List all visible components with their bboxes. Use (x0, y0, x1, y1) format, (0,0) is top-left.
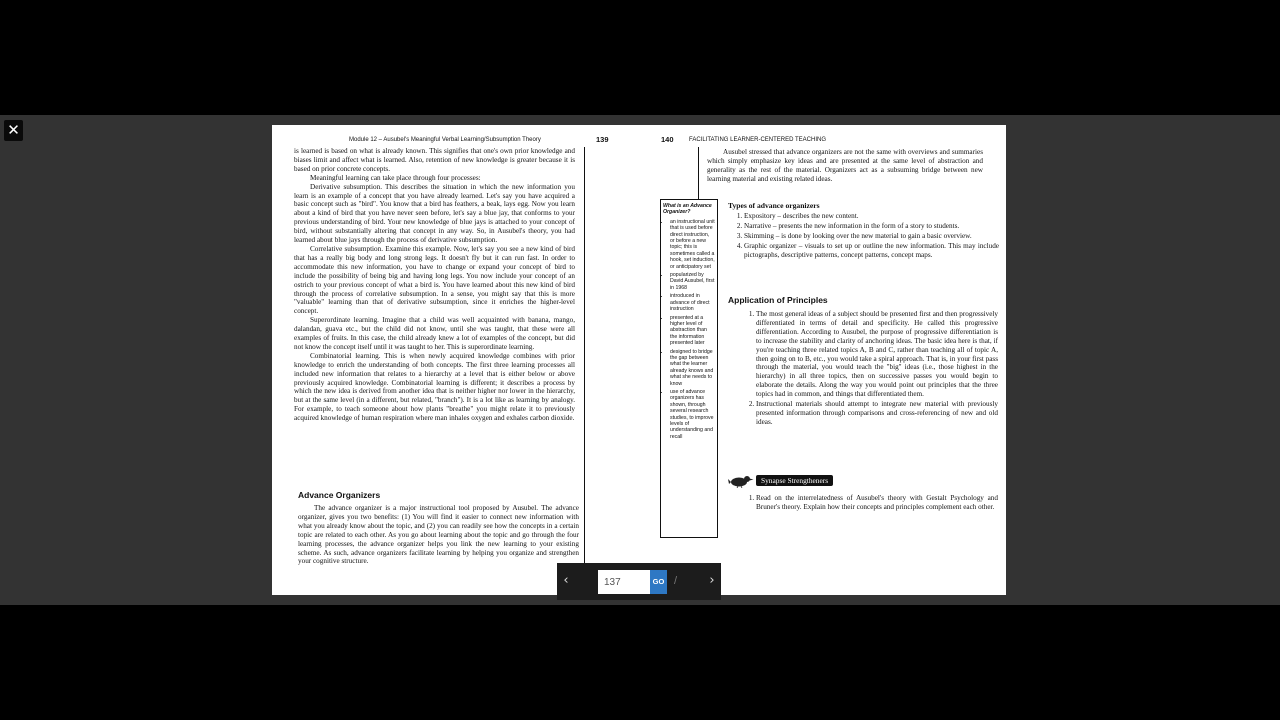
page-nav-toolbar (557, 563, 721, 600)
list-item: • an instructional unit that is used before direct instruction, or before a new topic; this is sometimes called a hook, set induction, or anticipatory set (670, 219, 715, 270)
list-item: • presented at a higher level of abstraction than the information presented later (670, 315, 715, 347)
left-page (272, 125, 639, 595)
next-page-button[interactable]: › (709, 573, 715, 588)
sidebar-title: What is an Advance Organizer? (663, 203, 712, 216)
sidebar-box (660, 199, 718, 538)
synapse-strengtheners-banner (728, 474, 833, 487)
list-item: • use of advance organizers has shown, through several research studies, to improve levels of understanding and recall (670, 389, 715, 440)
sidebar-connector (698, 147, 699, 199)
right-intro-text (707, 148, 983, 184)
prev-page-button[interactable]: ‹ (563, 573, 569, 588)
page-separator: / (674, 575, 678, 587)
page-number-input[interactable] (598, 570, 650, 594)
synapse-label: Synapse Strengtheners (756, 475, 833, 486)
paragraph: The advance organizer is a major instructional tool proposed by Ausubel. The advance organizer, gives you two benefits: (1) You will find it easier to connect new information with what you already know about the topic, and (2) you can readily see how the concepts in a certain topic are related to each other. As you go about learning about the topic and go through the four learning processes, the advance organizer helps you link the new learning to your existing scheme. As such, advance organizers facilitate learning by helping you organize and strengthen your cognitive structure. (298, 504, 579, 566)
right-page-number: 140 (661, 135, 674, 144)
list-item: 1. Read on the interrelatedness of Ausubel's theory with Gestalt Psychology and Bruner's theory. Explain how their concepts and principles complement each other. (756, 494, 998, 512)
left-page-number: 139 (596, 135, 609, 144)
types-list (728, 212, 999, 261)
column-rule (584, 147, 585, 587)
go-button[interactable]: GO (650, 570, 667, 594)
section-heading: Advance Organizers (298, 490, 381, 500)
paragraph: Meaningful learning can take place through four processes: (310, 173, 481, 182)
close-button[interactable]: ✕ (4, 120, 23, 141)
left-body-text (294, 147, 575, 423)
list-item: 1. The most general ideas of a subject should be presented first and then progressively differentiated in terms of detail and specificity. He called this progressive differentiation. According to Ausubel, the purpose of progressive differentiation is to increase the stability and clarity of anchoring ideas. The basic idea here is that, if you're teaching three related topics A, B and C, rather than teaching all of topic A, then going on to B, etc., you would take a spiral approach. That is, in your first pass through the material, you would teach the "big" ideas (i.e., those highest in the hierarchy) in all three topics, then on successive passes you would begin to elaborate the details. Along the way you would point out principles that the three topics had in common, and things that differentiated them. (756, 310, 998, 399)
principles-list (740, 310, 998, 428)
paragraph: Derivative subsumption. This describes the situation in which the new information you learn is an example of a concept that you have already learned. Let's say you have acquired a basic concept such as "bird". You know that a bird has feathers, a beak, lays egg. Now you learn about a kind of bird that you have never seen before, let's say a blue jay, that conforms to your previous understanding of bird. Your new knowledge of blue jays is attached to your concept of bird, without substantially altering that concept in any way. So, in Ausubel's theory, you had learned about blue jays through the process of derivative subsumption. (294, 182, 575, 245)
bird-icon (728, 474, 754, 488)
list-item: 2. Narrative – presents the new information in the form of a story to students. (744, 222, 999, 231)
page-spread (272, 125, 1006, 595)
left-body-text-2 (298, 504, 579, 566)
sidebar-list (663, 219, 715, 440)
list-item: • introduced in advance of direct instruction (670, 293, 715, 312)
paragraph: is learned is based on what is already known. This signifies that one's own prior knowledge and biases limit and affect what is learned. Also, retention of new knowledge is greater because it is based on prior concrete concepts. (294, 147, 575, 173)
right-page-header: FACILITATING LEARNER-CENTERED TEACHING (689, 137, 827, 143)
list-item: • designed to bridge the gap between what the learner already knows and what she needs to know (670, 349, 715, 387)
paragraph: Combinatorial learning. This is when newly acquired knowledge combines with prior knowledge to enrich the understanding of both concepts. The first three learning processes all included new information that relates to a hierarchy at a level that is either below or above previously acquired knowledge. Combinatorial learning is different; it describes a process by which the new idea is derived from another idea that is neither higher nor lower in the hierarchy, but at the same level (in a different, but related, "branch"). It is a lot like as learning by analogy. For example, to teach someone about how plants "breathe" you might relate it to previously acquired knowledge of human respiration where man inhales oxygen and exhales carbon dioxide. (294, 351, 575, 423)
synapse-list (740, 494, 998, 513)
section-heading: Application of Principles (728, 295, 828, 305)
paragraph: Superordinate learning. Imagine that a child was well acquainted with banana, mango, dalandan, guava etc., but the child did not know, until she was taught, that these were all examples of fruits. In this case, the child already knew a lot of examples of the concept, but did not know the concept itself until it was taught to her. This is superordinate learning. (294, 316, 575, 351)
types-heading: Types of advance organizers (728, 201, 820, 210)
list-item: 3. Skimming – is done by looking over the new material to gain a basic overview. (744, 232, 999, 241)
list-item: • popularized by David Ausubel, first in 1968 (670, 272, 715, 291)
paragraph: Ausubel stressed that advance organizers are not the same with overviews and summaries which simply emphasize key ideas and are presented at the same level of abstraction and generality as the rest of the material. Organizers act as a subsuming bridge between new learning material and existing related ideas. (707, 148, 983, 183)
left-page-header: Module 12 – Ausubel's Meaningful Verbal Learning/Subsumption Theory (349, 137, 541, 143)
list-item: 1. Expository – describes the new content. (744, 212, 999, 221)
list-item: 2. Instructional materials should attempt to integrate new material with previously presented information through comparisons and cross-referencing of new and old ideas. (756, 400, 998, 427)
paragraph: Correlative subsumption. Examine this example. Now, let's say you see a new kind of bird that has a really big body and long strong legs. It doesn't fly but it can run fast. In order to accommodate this new information, you have to change or expand your concept of bird to include the possibility of being big and having long legs. You now include your concept of an ostrich to your previous concept of what a bird is. You have learned about this new kind of bird through the process of correlative subsumption. In a sense, you might say that this is more "valuable" learning than that of derivative subsumption, since it enriches the higher-level concept. (294, 244, 575, 316)
list-item: 4. Graphic organizer – visuals to set up or outline the new information. This may include pictographs, descriptive patterns, concept patterns, concept maps. (744, 242, 999, 260)
